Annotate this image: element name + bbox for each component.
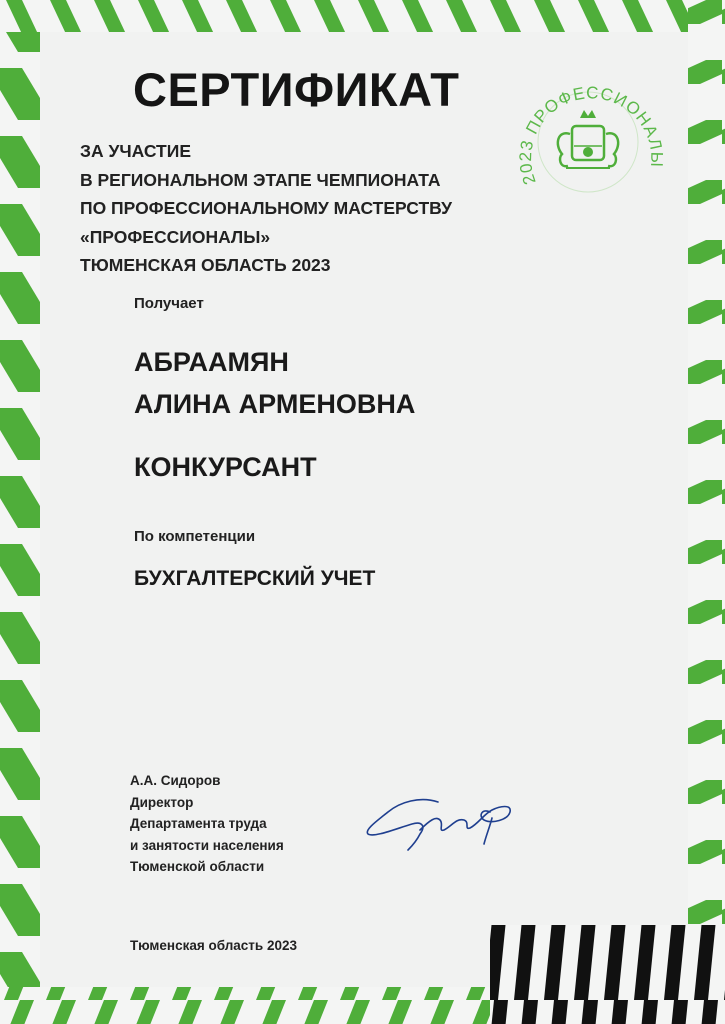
subtitle-line: ЗА УЧАСТИЕ <box>80 141 191 161</box>
professionaly-logo <box>508 70 668 210</box>
handwritten-signature <box>360 790 530 860</box>
subtitle-line: ТЮМЕНСКАЯ ОБЛАСТЬ 2023 <box>80 255 331 275</box>
signer-line: Департамента труда <box>130 816 267 831</box>
participant-role: КОНКУРСАНТ <box>134 452 317 482</box>
signer-line: Директор <box>130 794 194 810</box>
competence-name: БУХГАЛТЕРСКИЙ УЧЕТ <box>134 567 376 590</box>
signer-line: и занятости населения <box>130 837 284 853</box>
subtitle-line: В РЕГИОНАЛЬНОМ ЭТАПЕ ЧЕМПИОНАТА <box>80 169 441 190</box>
receives-label: Получает <box>134 295 204 312</box>
recipient-surname: АБРААМЯН <box>134 347 289 377</box>
signer-block <box>130 770 284 878</box>
competence-label: По компетенции <box>134 528 256 545</box>
svg-text:2023 ПРОФЕССИОНАЛЫ <box>516 83 666 187</box>
recipient-given-names: АЛИНА АРМЕНОВНА <box>134 389 416 419</box>
subtitle-line: ПО ПРОФЕССИОНАЛЬНОМУ МАСТЕРСТВУ <box>80 198 453 218</box>
recipient-name <box>134 341 415 425</box>
signer-line: А.А. Сидоров <box>130 773 221 788</box>
subtitle-line: «ПРОФЕССИОНАЛЫ» <box>80 226 271 247</box>
certificate-subtitle <box>80 137 452 280</box>
tyumen-coat-of-arms-icon <box>558 110 618 168</box>
footer-location-year: Тюменская область 2023 <box>130 938 298 953</box>
logo-ring-text: 2023 ПРОФЕССИОНАЛЫ <box>516 83 667 187</box>
certificate-title: СЕРТИФИКАТ <box>133 63 460 116</box>
signer-line: Тюменской области <box>130 859 265 874</box>
